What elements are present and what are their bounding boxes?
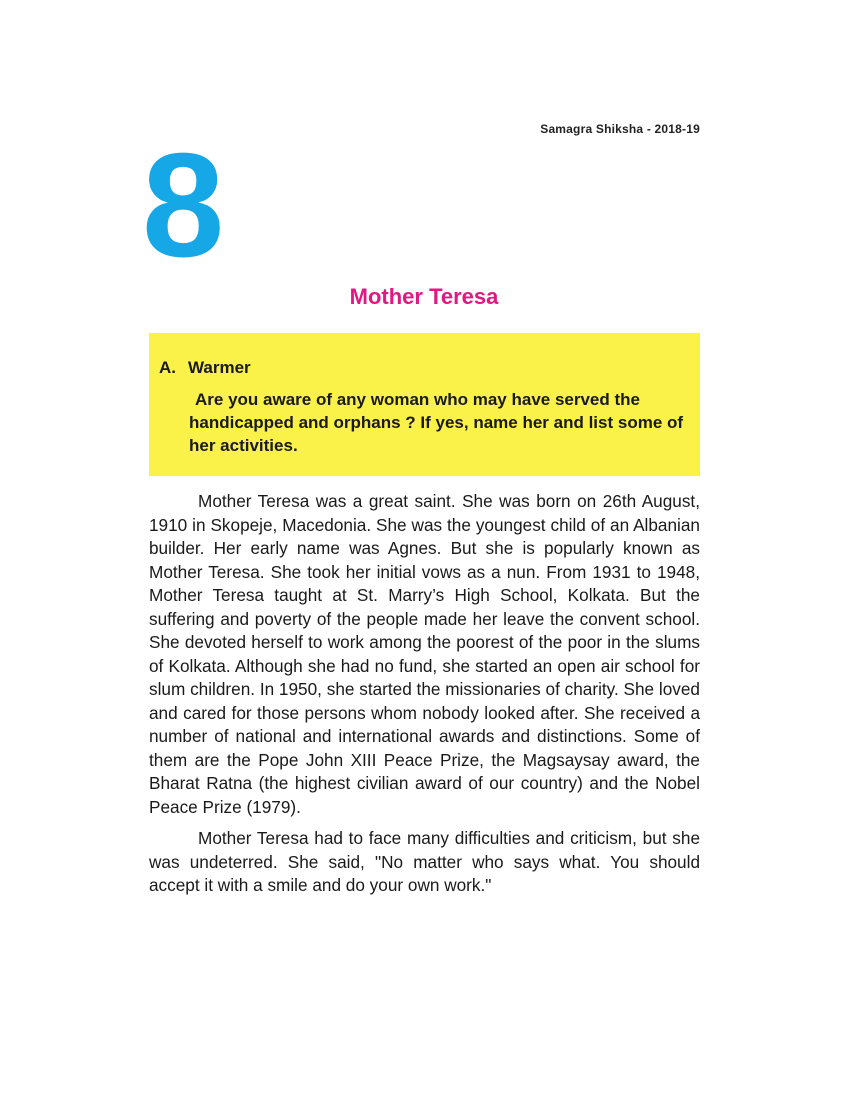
warmer-heading-label: Warmer [188, 358, 251, 377]
chapter-number: 8 [142, 123, 223, 288]
chapter-title: Mother Teresa [349, 284, 499, 309]
warmer-heading [159, 358, 251, 378]
body-paragraph: Mother Teresa was a great saint. She was born on 26th August, 1910 in Skopeje, Macedonia. She was the youngest child of an Albanian builder. Her early name was Agnes. But she is popularly known as Mother Teresa. She took her initial vows as a nun. From 1931 to 1948, Mother Teresa taught at St. Marry’s High School, Kolkata. But the suffering and poverty of the people made her leave the convent school. She devoted herself to work among the poorest of the poor in the slums of Kolkata. Although she had no fund, she started an open air school for slum children. In 1950, she started the missionaries of charity. She loved and cared for those persons whom nobody looked after. She received a number of national and international awards and distinctions. Some of them are the Pope John XIII Peace Prize, the Magsaysay award, the Bharat Ratna (the highest civilian award of our country) and the Nobel Peace Prize (1979). [149, 491, 700, 817]
body-paragraph: Mother Teresa had to face many difficulties and criticism, but she was undeterred. She said, "No matter who says what. You should accept it with a smile and do your own work." [149, 828, 700, 895]
warmer-section-marker: A. [159, 358, 176, 377]
chapter-body [149, 490, 700, 906]
warmer-question: Are you aware of any woman who may have served the handicapped and orphans ? If yes, name her and list some of her activities. [189, 390, 684, 455]
chapter-title-container [0, 284, 850, 310]
warmer-box [149, 333, 700, 476]
page-header-reference: Samagra Shiksha - 2018-19 [540, 122, 700, 136]
